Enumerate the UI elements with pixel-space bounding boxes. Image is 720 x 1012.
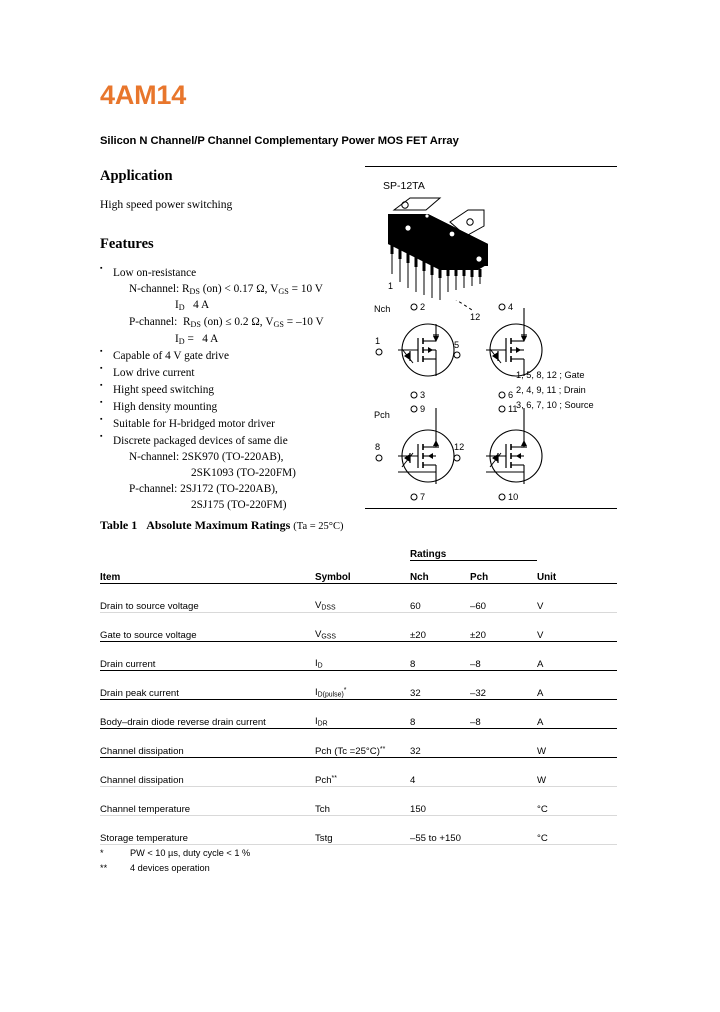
svg-text:6: 6 [508, 390, 514, 400]
cell-pch: –32 [470, 671, 537, 700]
list-item: ▪ Low drive current [100, 365, 350, 381]
table-body [100, 584, 617, 845]
svg-text:7: 7 [420, 492, 426, 502]
application-heading: Application [100, 168, 173, 184]
left-column [100, 168, 350, 514]
table-row [100, 642, 617, 671]
features-list [100, 265, 350, 514]
ratings-group-header: Ratings [410, 540, 470, 561]
cell-pch [470, 816, 537, 845]
cell-item: Storage temperature [100, 816, 315, 845]
list-item: ▪ Capable of 4 V gate drive [100, 348, 350, 364]
table-row [100, 758, 617, 787]
discrete-nch-2: 2SK1093 (TO-220FM) [191, 467, 296, 480]
table-row [100, 700, 617, 729]
cell-symbol: $I_D$ [315, 642, 410, 671]
cell-pch [470, 729, 537, 758]
cell-item: Drain to source voltage [100, 584, 315, 613]
cell-unit: °C [537, 816, 617, 845]
footnote-2: ** 4 devices operation [100, 862, 210, 873]
svg-text:12: 12 [470, 312, 481, 322]
cell-unit: W [537, 758, 617, 787]
cell-symbol: Pch (Tc =25°C)** [315, 729, 410, 758]
on-resistance-pch-id: $I_D = 4$ A [175, 332, 219, 346]
table-row [100, 816, 617, 845]
page-subtitle: Silicon N Channel/P Channel Complementary Power MOS FET Array [100, 135, 459, 147]
svg-text:11: 11 [508, 404, 518, 414]
svg-text:4: 4 [508, 302, 514, 312]
cell-nch: 32 [410, 729, 470, 758]
table-row [100, 787, 617, 816]
features-heading: Features [100, 235, 154, 252]
list-item [100, 265, 350, 347]
cell-symbol: $V_{GSS}$ [315, 613, 410, 642]
cell-item: Channel dissipation [100, 729, 315, 758]
on-resistance-nch-id: $I_D$ 4 A [175, 299, 210, 313]
cell-nch: 4 [410, 758, 470, 787]
table-caption [100, 518, 343, 533]
list-item: ▪ Hight speed switching [100, 382, 350, 398]
cell-pch [470, 787, 537, 816]
table-header-row [100, 561, 617, 584]
cell-item: Drain peak current [100, 671, 315, 700]
cell-item: Body–drain diode reverse drain current [100, 700, 315, 729]
svg-text:3: 3 [420, 390, 426, 400]
cell-unit: A [537, 642, 617, 671]
cell-unit: V [537, 613, 617, 642]
svg-text:5: 5 [454, 340, 460, 350]
cell-nch: 8 [410, 700, 470, 729]
footnote-1: * PW < 10 µs, duty cycle < 1 % [100, 848, 251, 858]
list-item: ▪ High density mounting [100, 399, 350, 415]
cell-item: Drain current [100, 642, 315, 671]
cell-unit: V [537, 584, 617, 613]
cell-nch: 150 [410, 787, 470, 816]
package-drawing [380, 192, 500, 304]
application-text: High speed power switching [100, 198, 233, 211]
page-title: 4AM14 [100, 80, 187, 110]
svg-text:1: 1 [375, 336, 381, 346]
cell-symbol: Tch [315, 787, 410, 816]
discrete-nch: N-channel: 2SK970 (TO-220AB), [129, 451, 284, 464]
legend-drain: 2, 4, 9, 11 ; Drain [516, 384, 586, 395]
table-row [100, 729, 617, 758]
footnotes [100, 846, 250, 875]
feature-label: Discrete packaged devices of same die [113, 435, 288, 448]
discrete-pch: P-channel: 2SJ172 (TO-220AB), [129, 483, 278, 496]
table-title: Absolute Maximum Ratings [146, 518, 291, 532]
cell-unit: A [537, 700, 617, 729]
cell-pch [470, 758, 537, 787]
cell-nch: 32 [410, 671, 470, 700]
cell-pch: ±20 [470, 613, 537, 642]
svg-text:2: 2 [420, 302, 426, 312]
cell-pch: –8 [470, 700, 537, 729]
package-name: SP-12TA [383, 180, 425, 192]
discrete-pch-2: 2SJ175 (TO-220FM) [191, 499, 287, 512]
list-item [100, 433, 350, 513]
cell-item: Gate to source voltage [100, 613, 315, 642]
absolute-maximum-ratings-table [100, 540, 617, 845]
pin-legend [516, 368, 594, 413]
col-header-pch: Pch [470, 561, 537, 584]
cell-symbol: $V_{DSS}$ [315, 584, 410, 613]
svg-text:12: 12 [454, 442, 465, 452]
legend-gate: 1, 5, 8, 12 ; Gate [516, 370, 585, 380]
package-section-top-rule [365, 166, 617, 167]
list-item: ▪ Suitable for H-bridged motor driver [100, 416, 350, 432]
svg-text:9: 9 [420, 404, 426, 414]
on-resistance-nch: N-channel: $R_{DS}$ (on) < 0.17 Ω, $V_{GS} = 10$ V [129, 282, 323, 296]
cell-unit: A [537, 671, 617, 700]
on-resistance-pch: P-channel: $R_{DS}$ (on) ≤ 0.2 Ω, $V_{GS} = -10$ V [129, 315, 324, 330]
cell-pch: –8 [470, 642, 537, 671]
col-header-nch: Nch [410, 561, 470, 584]
svg-text:Nch: Nch [374, 304, 391, 314]
cell-symbol: $I_{DR}$ [315, 700, 410, 729]
table-group-header-row [100, 540, 617, 561]
table-row [100, 613, 617, 642]
cell-symbol: Pch** [315, 758, 410, 787]
col-header-item: Item [100, 561, 315, 584]
svg-text:Pch: Pch [374, 410, 390, 420]
feature-label: Low on-resistance [113, 266, 197, 279]
package-section-bottom-rule [365, 508, 617, 509]
legend-source: 3, 6, 7, 10 ; Source [516, 399, 594, 410]
table-row [100, 584, 617, 613]
table-row [100, 671, 617, 700]
cell-unit: °C [537, 787, 617, 816]
cell-nch: 8 [410, 642, 470, 671]
col-header-symbol: Symbol [315, 561, 410, 584]
table-number: Table 1 [100, 518, 138, 532]
table-condition: (Ta = 25°C) [293, 521, 344, 532]
cell-item: Channel temperature [100, 787, 315, 816]
svg-text:10: 10 [508, 492, 519, 502]
cell-nch: –55 to +150 [410, 816, 470, 845]
cell-pch: –60 [470, 584, 537, 613]
svg-text:8: 8 [375, 442, 381, 452]
col-header-unit: Unit [537, 561, 617, 584]
package-lead-1-label: 1 [388, 281, 394, 291]
cell-unit: W [537, 729, 617, 758]
cell-nch: 60 [410, 584, 470, 613]
cell-symbol: $I_{D(pulse)}^*$ [315, 671, 410, 700]
cell-item: Channel dissipation [100, 758, 315, 787]
cell-symbol: Tstg [315, 816, 410, 845]
cell-nch: ±20 [410, 613, 470, 642]
